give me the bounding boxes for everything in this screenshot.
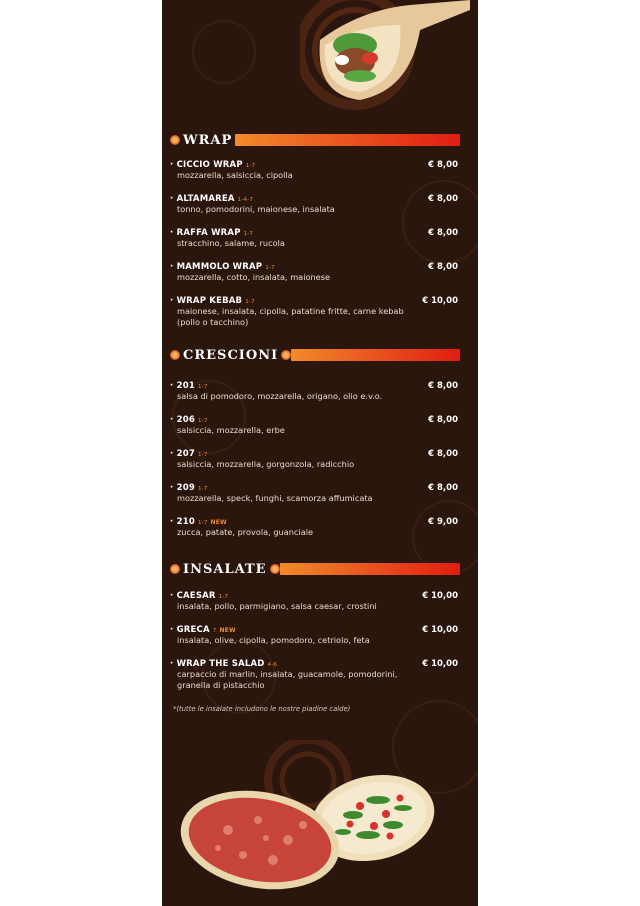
pizza-photo: [178, 740, 440, 892]
section-bar: [291, 349, 460, 361]
section-header: [170, 131, 460, 149]
section-title: INSALATE: [183, 561, 267, 577]
item-price: € 8,00: [428, 194, 458, 204]
allergen-code: 1-7: [245, 299, 255, 305]
section-crescioni: [170, 346, 460, 538]
item-description: insalata, olive, cipolla, pomodoro, cetriolo, feta: [177, 635, 370, 645]
bullet-icon: [170, 350, 180, 360]
menu-item: · RAFFA WRAP 1-7 stracchino, salame, rucola € 8,00: [170, 228, 458, 248]
allergen-code: 1-7: [243, 231, 254, 237]
item-description: carpaccio di marlin, insalata, guacamole, pomodorini, granella di pistacchio: [177, 669, 398, 690]
item-name: GRECA: [176, 625, 210, 635]
item-name: 210: [176, 517, 195, 527]
item-name: 201: [176, 381, 195, 391]
item-description: salsiccia, mozzarella, erbe: [177, 425, 285, 435]
new-badge: NEW: [210, 519, 227, 526]
item-description: salsa di pomodoro, mozzarella, origano, olio e.v.o.: [177, 391, 383, 401]
item-description: mozzarella, speck, funghi, scamorza affumicata: [177, 493, 373, 503]
decor-swirl: [192, 20, 256, 84]
menu-item: · GRECA 7 NEW insalata, olive, cipolla, pomodoro, cetriolo, feta € 10,00: [170, 625, 458, 645]
menu-item: · CAESAR 1-7 insalata, pollo, parmigiano, salsa caesar, crostini € 10,00: [170, 591, 458, 611]
item-price: € 10,00: [422, 591, 458, 601]
section-bar: [235, 134, 460, 146]
section-title: WRAP: [183, 132, 233, 148]
allergen-code: 4-6: [267, 662, 278, 668]
menu-item: · WRAP KEBAB 1-7 maionese, insalata, cipolla, patatine fritte, carne kebab (pollo o tacchino) € 10,00: [170, 296, 458, 327]
item-name: 206: [176, 415, 195, 425]
menu-item: · 206 1-7 salsiccia, mozzarella, erbe € 8,00: [170, 415, 458, 435]
item-price: € 10,00: [422, 625, 458, 635]
item-name: CAESAR: [176, 591, 216, 601]
item-description: mozzarella, cotto, insalata, maionese: [177, 272, 331, 282]
item-description: salsiccia, mozzarella, gorgonzola, radicchio: [177, 459, 355, 469]
item-description: insalata, pollo, parmigiano, salsa caesar, crostini: [177, 601, 377, 611]
section-title: CRESCIONI: [183, 347, 279, 363]
menu-item: · CICCIO WRAP 1-7 mozzarella, salsiccia, cipolla € 8,00: [170, 160, 458, 180]
item-price: € 8,00: [428, 483, 458, 493]
item-description: maionese, insalata, cipolla, patatine fritte, carne kebab (pollo o tacchino): [177, 306, 404, 327]
item-name: 207: [176, 449, 195, 459]
item-description: stracchino, salame, rucola: [177, 238, 285, 248]
wrap-photo: [300, 0, 470, 110]
item-description: zucca, patate, provola, guanciale: [177, 527, 314, 537]
item-price: € 10,00: [422, 296, 458, 306]
item-description: mozzarella, salsiccia, cipolla: [177, 170, 293, 180]
item-name: CICCIO WRAP: [176, 160, 243, 170]
item-name: WRAP KEBAB: [176, 296, 243, 306]
item-price: € 8,00: [428, 262, 458, 272]
bullet-icon: [170, 135, 180, 145]
item-price: € 8,00: [428, 228, 458, 238]
item-description: tonno, pomodorini, maionese, insalata: [177, 204, 335, 214]
menu-item: · WRAP THE SALAD 4-6 carpaccio di marlin, insalata, guacamole, pomodorini, granella di pistacchio € 10,00: [170, 659, 458, 690]
bullet-icon: [170, 564, 180, 574]
section-wrap: [170, 131, 460, 328]
section-header: [170, 560, 460, 578]
allergen-code: 1-7: [265, 265, 275, 271]
allergen-code: 1-7: [197, 486, 208, 492]
item-name: WRAP THE SALAD: [176, 659, 265, 669]
item-price: € 9,00: [428, 517, 458, 527]
section-bar: [280, 563, 460, 575]
bullet-icon: [281, 350, 291, 360]
item-price: € 8,00: [428, 415, 458, 425]
allergen-code: 1-7: [197, 520, 208, 526]
menu-item: · 201 1-7 salsa di pomodoro, mozzarella, origano, olio e.v.o. € 8,00: [170, 381, 458, 401]
menu-item: · MAMMOLO WRAP 1-7 mozzarella, cotto, insalata, maionese € 8,00: [170, 262, 458, 282]
bullet-icon: [270, 564, 280, 574]
allergen-code: 1-7: [245, 163, 256, 169]
item-price: € 8,00: [428, 381, 458, 391]
item-price: € 8,00: [428, 449, 458, 459]
allergen-code: 1-7: [197, 384, 208, 390]
menu-item: · 209 1-7 mozzarella, speck, funghi, scamorza affumicata € 8,00: [170, 483, 458, 503]
item-name: 209: [176, 483, 195, 493]
item-name: MAMMOLO WRAP: [176, 262, 263, 272]
section-header: [170, 346, 460, 364]
allergen-code: 1-7: [218, 594, 229, 600]
allergen-code: 1-7: [197, 418, 208, 424]
menu-item: · 207 1-7 salsiccia, mozzarella, gorgonzola, radicchio € 8,00: [170, 449, 458, 469]
item-name: RAFFA WRAP: [176, 228, 241, 238]
item-name: ALTAMAREA: [176, 194, 235, 204]
section-insalate: [170, 560, 460, 691]
allergen-code: 1-4-7: [237, 197, 254, 203]
allergen-code: 7: [212, 628, 217, 634]
new-badge: NEW: [219, 627, 236, 634]
item-price: € 8,00: [428, 160, 458, 170]
menu-item: · 210 1-7 NEW zucca, patate, provola, guanciale € 9,00: [170, 517, 458, 537]
menu-item: · ALTAMAREA 1-4-7 tonno, pomodorini, maionese, insalata € 8,00: [170, 194, 458, 214]
allergen-code: 1-7: [197, 452, 208, 458]
footnote: *(tutte le insalate includono le nostre piadine calde): [173, 705, 351, 713]
item-price: € 10,00: [422, 659, 458, 669]
